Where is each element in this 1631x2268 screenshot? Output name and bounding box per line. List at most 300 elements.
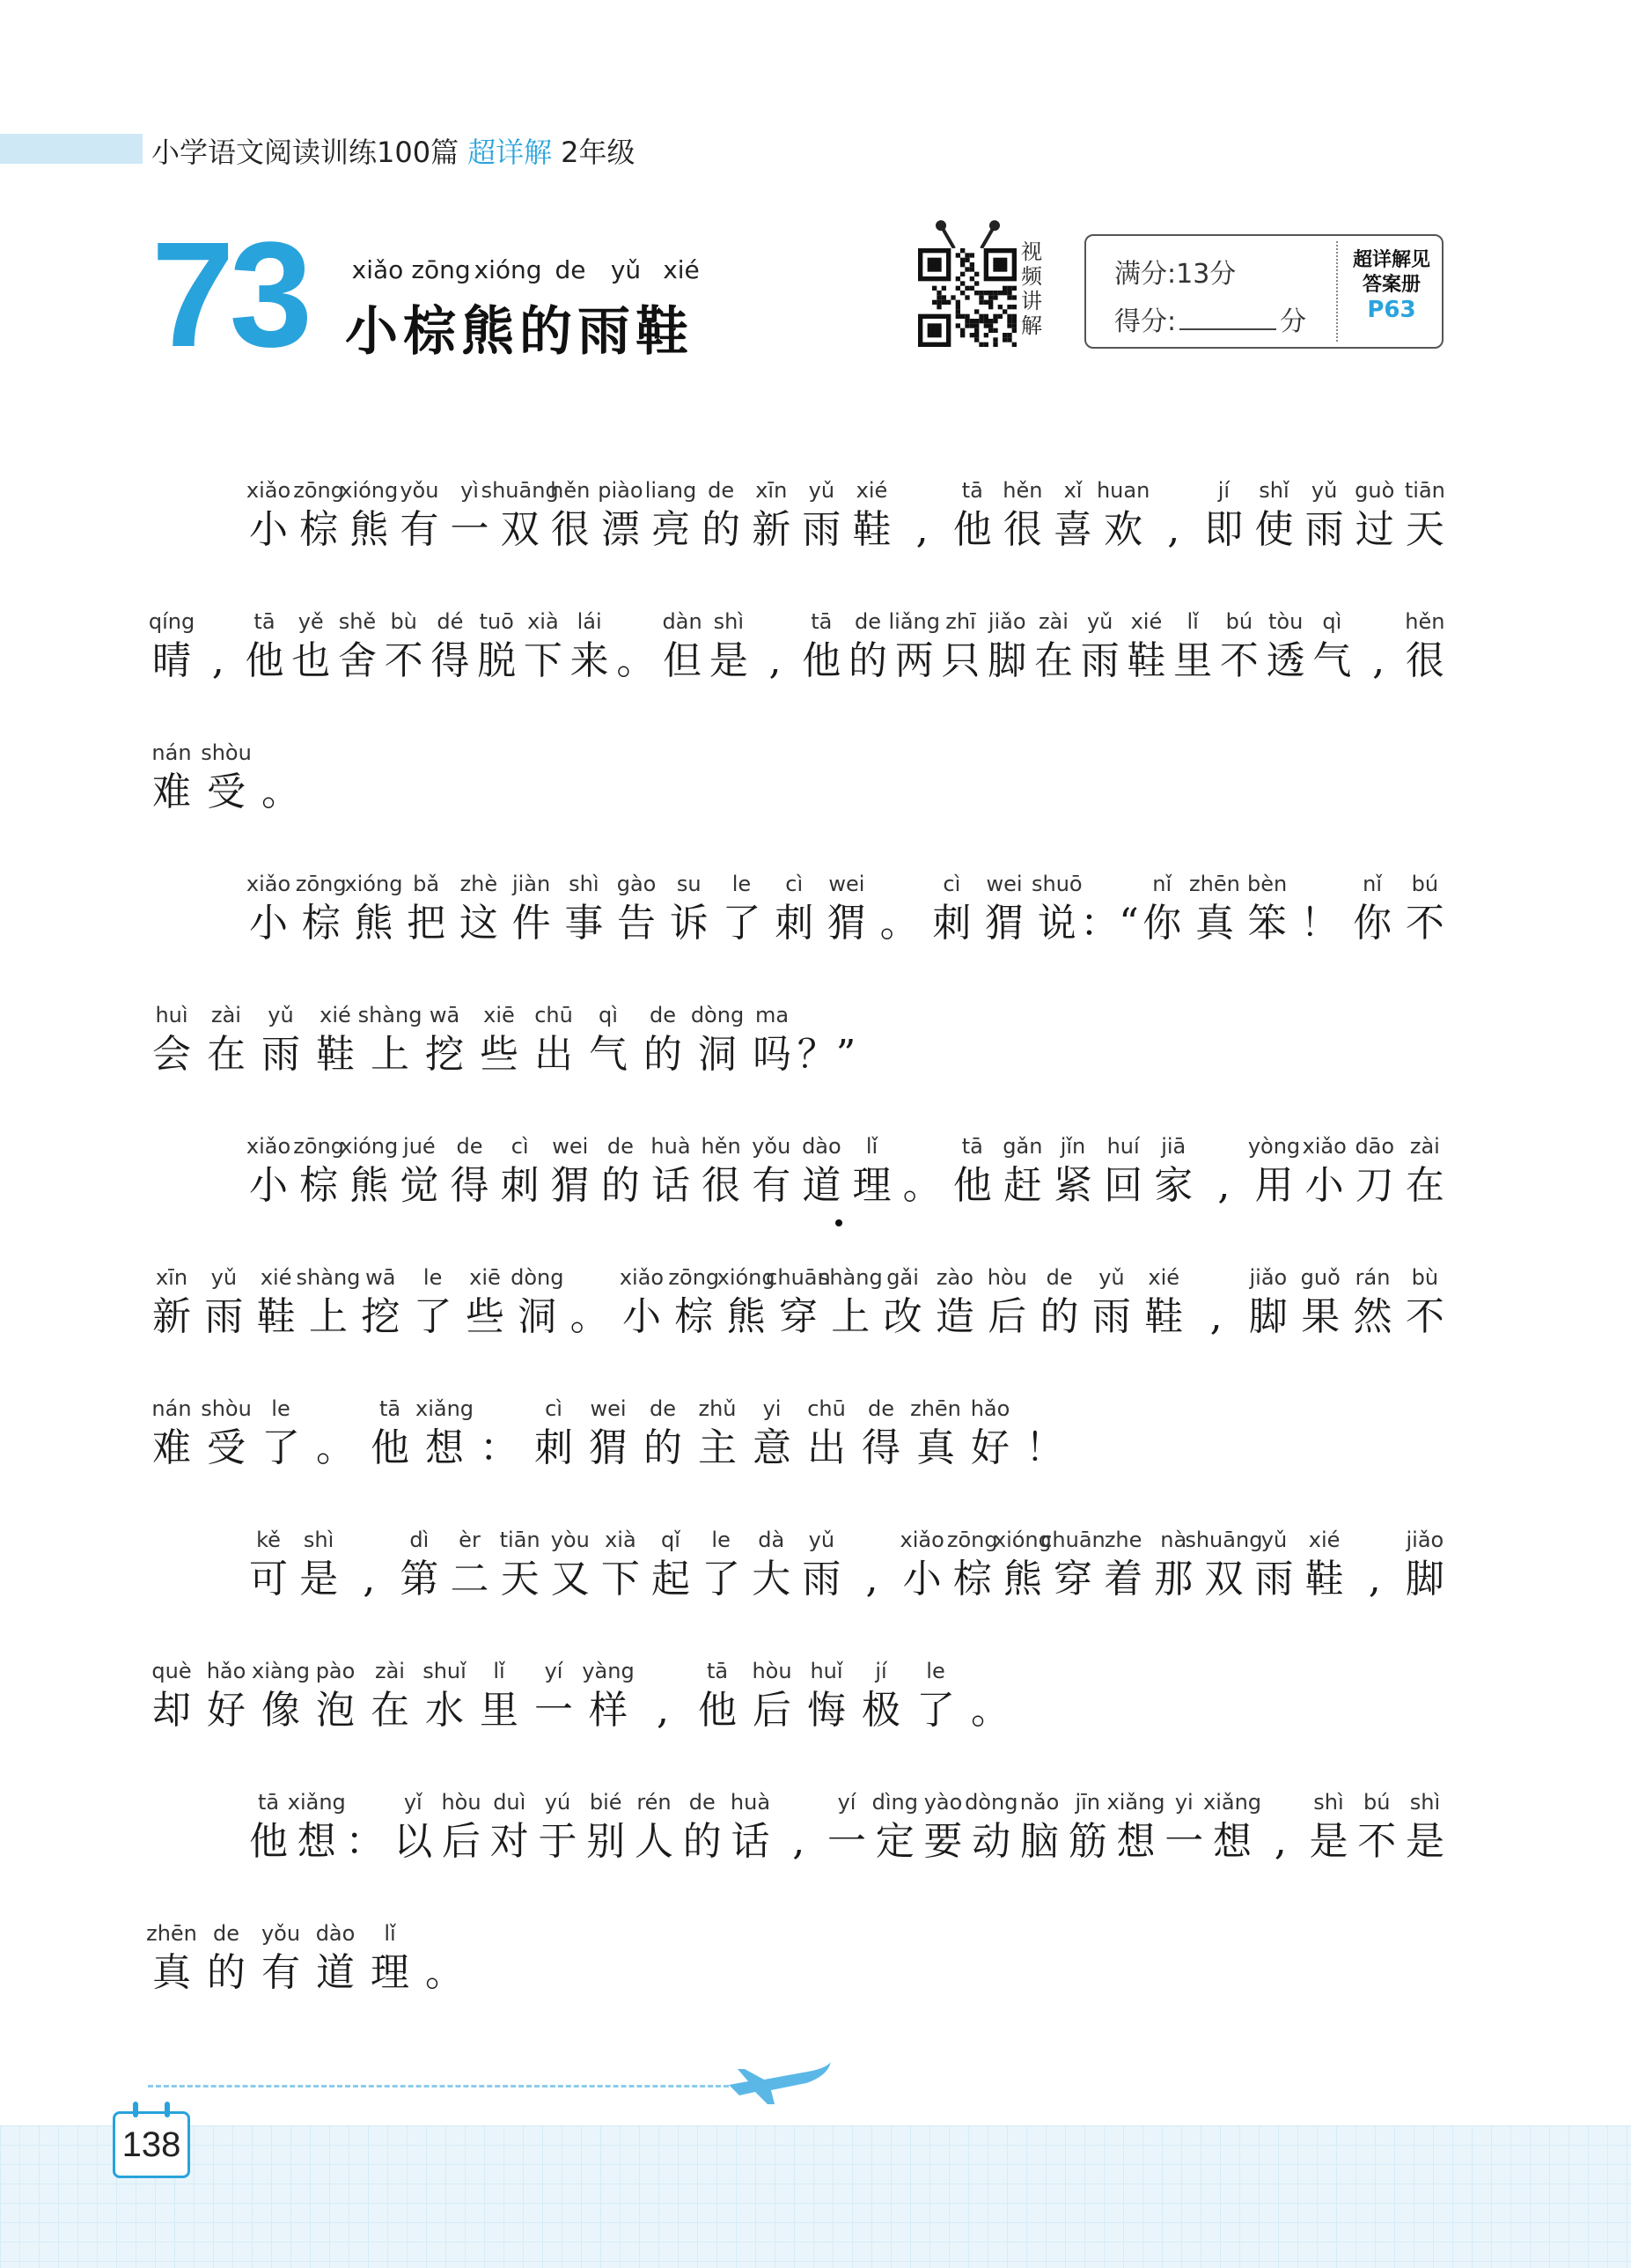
- ruby-unit: [1103, 1525, 1143, 1656]
- hanzi: 像: [261, 1688, 300, 1733]
- ruby-unit: [1019, 1787, 1060, 1918]
- hanzi: 筋: [1068, 1819, 1107, 1864]
- ruby-unit: [315, 1000, 356, 1131]
- pinyin: yǔ: [808, 478, 835, 503]
- ruby-unit: [511, 869, 552, 1000]
- ruby-unit: [459, 869, 499, 1000]
- pinyin: nǐ: [1363, 872, 1383, 896]
- pinyin: zhēn: [1189, 872, 1240, 896]
- ruby-unit: [600, 475, 641, 607]
- hanzi: 件: [511, 901, 551, 946]
- hanzi: 想: [1116, 1819, 1156, 1864]
- hanzi: 来: [569, 638, 609, 683]
- pinyin: zào: [936, 1265, 973, 1290]
- pinyin: yǐ: [403, 1790, 422, 1815]
- pinyin: hòu: [752, 1659, 792, 1683]
- ruby-unit: [1003, 1131, 1043, 1263]
- ruby-unit: [533, 1394, 574, 1525]
- ruby-unit: [690, 1000, 745, 1131]
- pinyin: dòng: [690, 1003, 745, 1027]
- pinyin: tā: [961, 1134, 983, 1159]
- ruby-unit: [430, 607, 470, 738]
- ruby-unit: [479, 1656, 519, 1787]
- ruby-unit: [370, 1918, 410, 2050]
- pinyin: shǐ: [1259, 478, 1289, 503]
- hanzi: 了: [722, 901, 761, 946]
- hanzi: 定: [875, 1819, 915, 1864]
- ruby-unit: [616, 869, 657, 1000]
- pinyin: huà: [730, 1790, 771, 1815]
- hanzi: 理: [852, 1163, 892, 1208]
- pinyin: nà: [1160, 1528, 1187, 1552]
- hanzi: 脑: [1020, 1819, 1059, 1864]
- book-title: 小学语文阅读训练100篇: [151, 136, 459, 169]
- hanzi: 回: [1104, 1163, 1143, 1208]
- hanzi: 真: [916, 1425, 955, 1470]
- ruby-unit: [406, 869, 446, 1000]
- ruby-unit: [970, 1394, 1010, 1525]
- ruby-unit: [1405, 1525, 1445, 1656]
- pinyin: zōng: [293, 1134, 344, 1159]
- hanzi: 熊: [726, 1294, 766, 1339]
- hanzi: 二: [450, 1557, 489, 1602]
- ruby-unit: [1247, 869, 1288, 1000]
- ruby-unit: [479, 1394, 519, 1525]
- pinyin: yi: [1174, 1790, 1194, 1815]
- pinyin: xié: [1308, 1528, 1341, 1552]
- pinyin: xióng: [340, 478, 399, 503]
- pinyin: shuō: [1031, 872, 1083, 896]
- ruby-unit: [1080, 869, 1139, 1000]
- hanzi: 气: [589, 1032, 628, 1077]
- hanzi: 只: [941, 638, 981, 683]
- hanzi: 鞋: [1127, 638, 1166, 683]
- pinyin: xiǎo: [619, 1265, 665, 1290]
- pinyin: le: [711, 1528, 731, 1552]
- pinyin: guò: [1355, 478, 1395, 503]
- grade-label: 2年级: [561, 136, 636, 169]
- pinyin: yǔ: [1311, 478, 1338, 503]
- hanzi: 棕: [674, 1294, 714, 1339]
- pinyin: cì: [943, 872, 961, 896]
- ruby-unit: [721, 869, 761, 1000]
- hanzi: 觉: [400, 1163, 439, 1208]
- pinyin: èr: [459, 1528, 481, 1552]
- pinyin: xiǎng: [1202, 1790, 1262, 1815]
- pinyin: yi: [762, 1396, 782, 1421]
- pinyin: nǐ: [1152, 872, 1172, 896]
- pinyin: zōng: [668, 1265, 720, 1290]
- pinyin: gǎn: [1003, 1134, 1043, 1159]
- ruby-unit: [1304, 475, 1345, 607]
- ruby-unit: [344, 869, 403, 1000]
- hanzi: ！: [1025, 1425, 1064, 1470]
- pinyin: wā: [365, 1265, 396, 1290]
- pinyin: xié: [1148, 1265, 1180, 1290]
- ruby-unit: [987, 607, 1027, 738]
- hanzi: 是: [299, 1557, 339, 1602]
- pinyin: bú: [1411, 872, 1439, 896]
- ruby-unit: [550, 475, 591, 607]
- pinyin: qì: [1322, 609, 1342, 634]
- ruby-unit: [861, 1394, 901, 1525]
- hanzi: 下: [523, 638, 562, 683]
- pinyin: shàng: [296, 1265, 361, 1290]
- ruby-unit: [550, 1525, 591, 1656]
- hanzi: 在: [207, 1032, 246, 1077]
- answer-ref-line2: 答案册: [1362, 274, 1421, 296]
- pinyin: zōng: [293, 478, 344, 503]
- pinyin: zhǔ: [698, 1396, 737, 1421]
- hanzi: 动: [972, 1819, 1011, 1864]
- ruby-unit: [479, 1000, 519, 1131]
- pinyin: xié: [320, 1003, 351, 1027]
- hanzi: 但: [663, 638, 702, 683]
- hanzi: 赶: [1003, 1163, 1042, 1208]
- ruby-unit: [806, 1656, 847, 1787]
- answer-ref-page: P63: [1367, 297, 1416, 323]
- ruby-unit: [206, 1000, 246, 1131]
- hanzi: 告: [617, 901, 657, 946]
- hanzi: 样: [589, 1688, 628, 1733]
- hanzi: 的: [643, 1032, 682, 1077]
- hanzi: 熊: [354, 901, 393, 946]
- pinyin: pào: [315, 1659, 356, 1683]
- hanzi: 不: [384, 638, 423, 683]
- pinyin: hěn: [550, 478, 591, 503]
- ruby-unit: [755, 607, 796, 738]
- ruby-unit: [533, 1656, 574, 1787]
- hanzi: 有: [752, 1163, 791, 1208]
- hanzi: 鞋: [852, 507, 892, 552]
- hanzi: 雨: [802, 1557, 841, 1602]
- ruby-unit: [151, 1656, 192, 1787]
- hanzi: 刺: [500, 1163, 540, 1208]
- ruby-unit: [1196, 1263, 1237, 1394]
- passage-line: [151, 738, 1445, 869]
- hanzi: 用: [1254, 1163, 1294, 1208]
- ruby-unit: [500, 1131, 540, 1263]
- hanzi: 脱: [477, 638, 517, 683]
- pinyin: jué: [403, 1134, 436, 1159]
- pinyin: wei: [828, 872, 865, 896]
- ruby-unit: [399, 475, 439, 607]
- pinyin: le: [271, 1396, 290, 1421]
- hanzi: 真: [152, 1950, 191, 1995]
- hanzi: 猬: [985, 901, 1025, 946]
- score-blank[interactable]: [1179, 328, 1276, 330]
- title-pinyin-syllable: xié: [663, 255, 700, 284]
- ruby-unit: [1096, 475, 1150, 607]
- hanzi: 得: [450, 1163, 489, 1208]
- ruby-unit: [952, 475, 993, 607]
- hanzi: 雨: [204, 1294, 244, 1339]
- ruby-unit: [662, 607, 702, 738]
- ruby-unit: [441, 1787, 481, 1918]
- pinyin: tā: [706, 1659, 729, 1683]
- ruby-unit: [643, 1394, 683, 1525]
- pinyin: yǒu: [752, 1134, 791, 1159]
- hanzi: 好: [207, 1688, 246, 1733]
- pinyin: yí: [544, 1659, 563, 1683]
- score-divider: [1336, 241, 1338, 342]
- ruby-unit: [476, 607, 517, 738]
- hanzi: 。: [261, 770, 300, 814]
- hanzi: 他: [249, 1819, 288, 1864]
- hanzi: 造: [935, 1294, 974, 1339]
- ruby-unit: [384, 607, 424, 738]
- hanzi: 雨: [1304, 507, 1344, 552]
- ruby-unit: [1053, 1131, 1093, 1263]
- hanzi: 小: [621, 1294, 661, 1339]
- pinyin: wei: [986, 872, 1023, 896]
- pinyin: xié: [1130, 609, 1163, 634]
- hanzi: 后: [753, 1688, 791, 1733]
- hanzi: 后: [442, 1819, 481, 1864]
- ruby-unit: [298, 1525, 339, 1656]
- hanzi: ,: [1167, 507, 1180, 552]
- pinyin: yǔ: [1086, 609, 1113, 634]
- hanzi: 小: [249, 901, 288, 946]
- ruby-unit: [287, 1787, 346, 1918]
- hanzi: 了: [702, 1557, 741, 1602]
- pinyin: huì: [155, 1003, 188, 1027]
- ruby-unit: [256, 1263, 297, 1394]
- hanzi: 想: [297, 1819, 336, 1864]
- pinyin: zài: [375, 1659, 405, 1683]
- ruby-unit: [293, 1131, 344, 1263]
- pinyin: shì: [303, 1528, 334, 1552]
- hanzi: 穿: [1054, 1557, 1092, 1602]
- ruby-unit: [619, 1263, 665, 1394]
- ruby-unit: [357, 1000, 422, 1131]
- ruby-unit: [1003, 475, 1043, 607]
- qr-code-icon[interactable]: [918, 248, 1017, 347]
- ruby-unit: [295, 869, 347, 1000]
- hanzi: 难: [152, 770, 191, 814]
- pinyin: cì: [545, 1396, 562, 1421]
- hanzi: 熊: [349, 1163, 389, 1208]
- pinyin: de: [708, 478, 735, 503]
- pinyin: zài: [1038, 609, 1069, 634]
- hanzi: 好: [971, 1425, 1010, 1470]
- pinyin: tòu: [1267, 609, 1304, 634]
- ruby-unit: [751, 1525, 791, 1656]
- pinyin: huǐ: [810, 1659, 843, 1683]
- ruby-unit: [668, 1263, 720, 1394]
- hanzi: 小: [1304, 1163, 1344, 1208]
- hanzi: 在: [1405, 1163, 1444, 1208]
- hanzi: 的: [682, 1819, 722, 1864]
- ruby-unit: [465, 1263, 505, 1394]
- ruby-unit: [261, 738, 301, 869]
- ruby-unit: [511, 1263, 564, 1394]
- pinyin: shì: [1409, 1790, 1441, 1815]
- ruby-unit: [1352, 869, 1392, 1000]
- ruby-unit: [424, 1656, 465, 1787]
- hanzi: 雨: [802, 507, 841, 552]
- answer-reference: [1341, 248, 1442, 322]
- pinyin: yǒu: [261, 1921, 301, 1946]
- ruby-unit: [1172, 607, 1213, 738]
- pinyin: huan: [1096, 478, 1150, 503]
- hanzi: 在: [371, 1688, 409, 1733]
- ruby-unit: [801, 607, 841, 738]
- ruby-unit: [248, 1525, 289, 1656]
- ruby-unit: [1405, 1787, 1445, 1918]
- hanzi: 话: [731, 1819, 770, 1864]
- ruby-unit: [203, 1263, 244, 1394]
- hanzi: 出: [534, 1032, 573, 1077]
- ruby-unit: [1355, 475, 1395, 607]
- hanzi: 也: [291, 638, 331, 683]
- ruby-unit: [697, 1656, 738, 1787]
- ruby-unit: [293, 475, 344, 607]
- ruby-unit: [550, 1131, 591, 1263]
- pinyin: xióng: [716, 1265, 775, 1290]
- pinyin: jí: [875, 1659, 887, 1683]
- pinyin: yàng: [582, 1659, 635, 1683]
- ruby-unit: [818, 1263, 883, 1394]
- ruby-unit: [801, 1131, 841, 1263]
- hanzi: 喜: [1054, 507, 1092, 552]
- hanzi: 猬: [827, 901, 866, 946]
- ruby-unit: [489, 1787, 530, 1918]
- hanzi: 他: [952, 1163, 992, 1208]
- hanzi: 透: [1266, 638, 1305, 683]
- ruby-unit: [1304, 1525, 1345, 1656]
- hanzi: 受: [207, 770, 246, 814]
- pinyin: xiǎng: [415, 1396, 474, 1421]
- hanzi: 却: [152, 1688, 191, 1733]
- hanzi: 欢: [1104, 507, 1143, 552]
- hanzi: 一: [534, 1688, 573, 1733]
- pinyin: ma: [754, 1003, 790, 1027]
- ruby-unit: [669, 869, 709, 1000]
- passage-line: [151, 1656, 1445, 1787]
- pinyin: dìng: [871, 1790, 918, 1815]
- hanzi: 些: [465, 1294, 504, 1339]
- ruby-unit: [538, 1787, 578, 1918]
- ruby-unit: [1353, 1263, 1393, 1394]
- ruby-unit: [752, 1656, 792, 1787]
- ruby-unit: [1040, 1263, 1080, 1394]
- ruby-unit: [1405, 607, 1445, 738]
- hanzi: 鞋: [1304, 1557, 1344, 1602]
- ruby-unit: [801, 475, 841, 607]
- pinyin: bú: [1363, 1790, 1391, 1815]
- hanzi: 不: [1357, 1819, 1397, 1864]
- ruby-unit: [1405, 869, 1445, 1000]
- pinyin: hěn: [1003, 478, 1043, 503]
- hanzi: 双: [500, 507, 540, 552]
- pinyin: tiān: [499, 1528, 540, 1552]
- pinyin: dào: [315, 1921, 356, 1946]
- ruby-unit: [1164, 1787, 1204, 1918]
- emphasis-dot: [835, 1219, 842, 1226]
- ruby-unit: [1185, 1525, 1263, 1656]
- hanzi: 说: [1037, 901, 1076, 946]
- ruby-unit: [697, 1394, 738, 1525]
- header-book-title: [151, 130, 635, 171]
- pinyin: dòng: [965, 1790, 1018, 1815]
- pinyin: tā: [257, 1790, 280, 1815]
- ruby-unit: [861, 1656, 901, 1787]
- header-accent-bar: [0, 134, 143, 164]
- hanzi: ：: [480, 1425, 518, 1470]
- hanzi: 两: [894, 638, 934, 683]
- ruby-unit: [902, 1131, 943, 1263]
- ruby-unit: [1219, 607, 1260, 738]
- pinyin: gào: [616, 872, 657, 896]
- pinyin: shì: [713, 609, 744, 634]
- pinyin: yú: [544, 1790, 571, 1815]
- pinyin: tā: [961, 478, 983, 503]
- pinyin: tiān: [1404, 478, 1445, 503]
- pinyin: zhēn: [910, 1396, 961, 1421]
- ruby-unit: [151, 1263, 192, 1394]
- ruby-unit: [500, 1525, 540, 1656]
- ruby-unit: [888, 607, 940, 738]
- hanzi: 得: [862, 1425, 900, 1470]
- hanzi: 不: [1405, 901, 1444, 946]
- pinyin: zhè: [459, 872, 498, 896]
- hanzi: 有: [400, 507, 439, 552]
- ruby-unit: [248, 1131, 289, 1263]
- hanzi: 然: [1353, 1294, 1392, 1339]
- hanzi: 果: [1301, 1294, 1341, 1339]
- hanzi: 水: [425, 1688, 464, 1733]
- pinyin: zài: [211, 1003, 241, 1027]
- pinyin: chū: [534, 1003, 573, 1027]
- ruby-unit: [940, 607, 981, 738]
- ruby-unit: [244, 607, 284, 738]
- ruby-unit: [569, 607, 610, 738]
- pinyin: xiǎng: [1106, 1790, 1165, 1815]
- ruby-unit: [533, 1000, 574, 1131]
- pinyin: qǐ: [661, 1528, 680, 1552]
- hanzi: 上: [308, 1294, 348, 1339]
- ruby-unit: [1355, 1525, 1395, 1656]
- pinyin: bié: [589, 1790, 622, 1815]
- pinyin: yǔ: [268, 1003, 294, 1027]
- ruby-unit: [993, 1525, 1052, 1656]
- hanzi: 道: [316, 1950, 355, 1995]
- ruby-unit: [883, 1263, 923, 1394]
- pinyin: shuāng: [481, 478, 559, 503]
- hanzi: 于: [538, 1819, 577, 1864]
- ruby-unit: [644, 475, 697, 607]
- pinyin: cì: [511, 1134, 529, 1159]
- hanzi: 上: [831, 1294, 871, 1339]
- pinyin: bù: [1411, 1265, 1439, 1290]
- ruby-unit: [337, 607, 378, 738]
- ruby-unit: [1356, 1787, 1397, 1918]
- hanzi: 很: [550, 507, 590, 552]
- ruby-unit: [582, 1656, 635, 1787]
- passage: [146, 475, 1445, 2050]
- hanzi: 新: [152, 1294, 191, 1339]
- ruby-unit: [935, 1263, 975, 1394]
- hanzi: 鞋: [1144, 1294, 1184, 1339]
- hanzi: 很: [702, 1163, 741, 1208]
- pinyin: xīn: [155, 1265, 188, 1290]
- hanzi: 漂: [600, 507, 640, 552]
- hanzi: 笨: [1247, 901, 1287, 946]
- hanzi: 刀: [1355, 1163, 1394, 1208]
- hanzi: ,: [363, 1557, 376, 1602]
- ruby-unit: [600, 1525, 641, 1656]
